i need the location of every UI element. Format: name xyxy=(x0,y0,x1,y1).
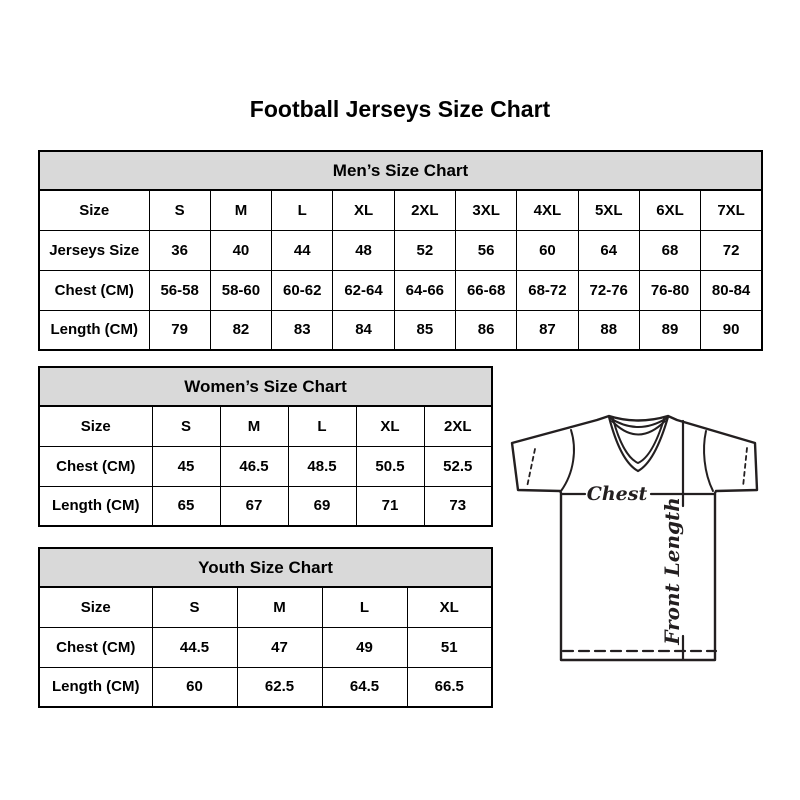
column-header: XL xyxy=(407,587,492,627)
table-cell: 64 xyxy=(578,230,639,270)
table-cell: 46.5 xyxy=(220,446,288,486)
table-cell: 62.5 xyxy=(237,667,322,707)
jersey-outline xyxy=(512,416,757,660)
jersey-measurement-diagram xyxy=(505,403,775,683)
table-cell: 48 xyxy=(333,230,394,270)
mens-size-table xyxy=(38,150,763,351)
column-header: M xyxy=(237,587,322,627)
table-cell: 44.5 xyxy=(152,627,237,667)
table-cell: 68-72 xyxy=(517,270,578,310)
table-cell: 51 xyxy=(407,627,492,667)
table-cell: 60-62 xyxy=(272,270,333,310)
column-header: 4XL xyxy=(517,190,578,230)
table-cell: 88 xyxy=(578,310,639,350)
table-cell: 64.5 xyxy=(322,667,407,707)
table-cell: 72-76 xyxy=(578,270,639,310)
table-cell: 56-58 xyxy=(149,270,210,310)
column-header: M xyxy=(220,406,288,446)
row-label: Jerseys Size xyxy=(39,230,149,270)
table-cell: 60 xyxy=(517,230,578,270)
row-label: Chest (CM) xyxy=(39,446,152,486)
table-cell: 90 xyxy=(701,310,762,350)
row-header-label: Size xyxy=(39,406,152,446)
table-cell: 58-60 xyxy=(210,270,271,310)
column-header: 2XL xyxy=(424,406,492,446)
table-cell: 52 xyxy=(394,230,455,270)
table-cell: 89 xyxy=(639,310,700,350)
table-cell: 76-80 xyxy=(639,270,700,310)
table-cell: 45 xyxy=(152,446,220,486)
column-header: 6XL xyxy=(639,190,700,230)
row-label: Length (CM) xyxy=(39,310,149,350)
table-cell: 83 xyxy=(272,310,333,350)
table-cell: 69 xyxy=(288,486,356,526)
table-cell: 84 xyxy=(333,310,394,350)
column-header: L xyxy=(288,406,356,446)
table-title: Men’s Size Chart xyxy=(39,151,762,190)
row-label: Chest (CM) xyxy=(39,270,149,310)
table-cell: 86 xyxy=(455,310,516,350)
column-header: M xyxy=(210,190,271,230)
table-cell: 71 xyxy=(356,486,424,526)
table-cell: 56 xyxy=(455,230,516,270)
column-header: 2XL xyxy=(394,190,455,230)
column-header: 7XL xyxy=(701,190,762,230)
row-header-label: Size xyxy=(39,190,149,230)
chest-label: Chest xyxy=(586,483,648,505)
womens-size-table xyxy=(38,366,493,527)
table-cell: 79 xyxy=(149,310,210,350)
table-cell: 62-64 xyxy=(333,270,394,310)
table-cell: 82 xyxy=(210,310,271,350)
table-cell: 50.5 xyxy=(356,446,424,486)
table-cell: 36 xyxy=(149,230,210,270)
front-length-label: Front Length xyxy=(660,497,684,645)
column-header: 3XL xyxy=(455,190,516,230)
table-cell: 48.5 xyxy=(288,446,356,486)
row-label: Length (CM) xyxy=(39,667,152,707)
table-title: Women’s Size Chart xyxy=(39,367,492,406)
table-cell: 72 xyxy=(701,230,762,270)
table-cell: 47 xyxy=(237,627,322,667)
table-cell: 80-84 xyxy=(701,270,762,310)
table-cell: 87 xyxy=(517,310,578,350)
table-cell: 73 xyxy=(424,486,492,526)
column-header: S xyxy=(152,587,237,627)
table-cell: 44 xyxy=(272,230,333,270)
page-title: Football Jerseys Size Chart xyxy=(249,96,551,122)
table-title: Youth Size Chart xyxy=(39,548,492,587)
column-header: L xyxy=(272,190,333,230)
column-header: S xyxy=(152,406,220,446)
column-header: XL xyxy=(356,406,424,446)
table-cell: 68 xyxy=(639,230,700,270)
row-label: Chest (CM) xyxy=(39,627,152,667)
table-cell: 60 xyxy=(152,667,237,707)
table-cell: 85 xyxy=(394,310,455,350)
column-header: XL xyxy=(333,190,394,230)
table-cell: 65 xyxy=(152,486,220,526)
row-header-label: Size xyxy=(39,587,152,627)
youth-size-table xyxy=(38,547,493,708)
column-header: S xyxy=(149,190,210,230)
table-cell: 49 xyxy=(322,627,407,667)
column-header: L xyxy=(322,587,407,627)
table-cell: 40 xyxy=(210,230,271,270)
row-label: Length (CM) xyxy=(39,486,152,526)
table-cell: 64-66 xyxy=(394,270,455,310)
table-cell: 67 xyxy=(220,486,288,526)
column-header: 5XL xyxy=(578,190,639,230)
table-cell: 52.5 xyxy=(424,446,492,486)
table-cell: 66-68 xyxy=(455,270,516,310)
table-cell: 66.5 xyxy=(407,667,492,707)
